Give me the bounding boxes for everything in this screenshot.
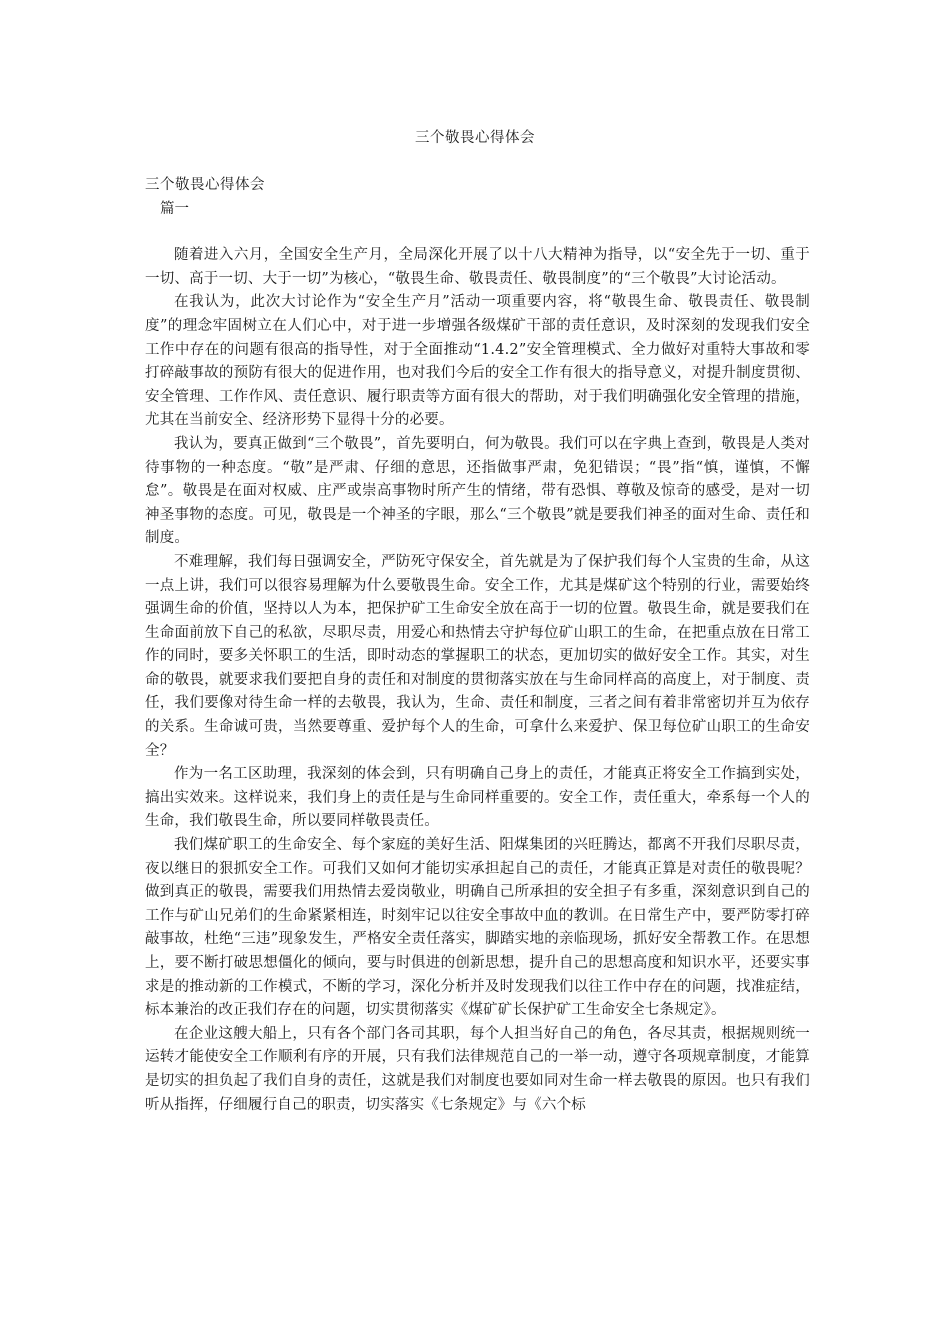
paragraph: 在我认为，此次大讨论作为“安全生产月”活动一项重要内容，将“敬畏生命、敬畏责任、敬畏制度”的理念牢固树立在人们心中，对于进一步增强各级煤矿干部的责任意识，及时深刻的发现我们安全工作中存在的问题有很高的指导性，对于全面推动“1.4.2”安全管理模式、全力做好对重特大事故和零打碎敲事故的预防有很大的促进作用，也对我们今后的安全工作有很大的指导意义，对提升制度贯彻、安全管理、工作作风、责任意识、履行职责等方面有很大的帮助，对于我们明确强化安全管理的措施，尤其在当前安全、经济形势下显得十分的必要。	[145, 294, 810, 429]
paragraph: 作为一名工区助理，我深刻的体会到，只有明确自己身上的责任，才能真正将安全工作搞到实处，搞出实效来。这样说来，我们身上的责任是与生命同样重要的。安全工作，责任重大，牵系每一个人的生命，我们敬畏生命，所以要同样敬畏责任。	[145, 766, 810, 830]
document-title: 三个敬畏心得体会	[415, 130, 535, 146]
paragraph: 我认为，要真正做到“三个敬畏”，首先要明白，何为敬畏。我们可以在字典上查到，敬畏是人类对待事物的一种态度。“敬”是严肃、仔细的意思，还指做事严肃，免犯错误；“畏”指“慎，谨慎，不懈怠”。敬畏是在面对权威、庄严或崇高事物时所产生的情绪，带有恐惧、尊敬及惊奇的感受，是对一切神圣事物的态度。可见，敬畏是一个神圣的字眼，那么“三个敬畏”就是要我们神圣的面对生命、责任和制度。	[145, 435, 810, 547]
paragraph: 我们煤矿职工的生命安全、每个家庭的美好生活、阳煤集团的兴旺腾达，都离不开我们尽职尽责，夜以继日的狠抓安全工作。可我们又如何才能切实承担起自己的责任，才能真正算是对责任的敬畏呢？做到真正的敬畏，需要我们用热情去爱岗敬业，明确自己所承担的安全担子有多重，深刻意识到自己的工作与矿山兄弟们的生命紧紧相连，时刻牢记以往安全事故中血的教训。在日常生产中，要严防零打碎敲事故，杜绝“三违”现象发生，严格安全责任落实，脚踏实地的亲临现场，抓好安全帮教工作。在思想上，要不断打破思想僵化的倾向，要与时俱进的创新思想，提升自己的思想高度和知识水平，还要实事求是的推动新的工作模式，不断的学习，深化分析并及时发现我们以往工作中存在的问题，找准症结，标本兼治的改正我们存在的问题，切实贯彻落实《煤矿矿长保护矿工生命安全七条规定》。	[145, 837, 810, 1019]
section-label: 篇一	[160, 200, 189, 217]
document-body	[145, 174, 810, 1117]
paragraph: 在企业这艘大船上，只有各个部门各司其职，每个人担当好自己的角色，各尽其责，根据规则统一运转才能使安全工作顺利有序的开展，只有我们法律规范自己的一举一动，遵守各项规章制度，才能算是切实的担负起了我们自身的责任，这就是我们对制度也要如同对生命一样去敬畏的原因。也只有我们听从指挥，仔细履行自己的职责，切实落实《七条规定》与《六个标	[145, 1025, 810, 1113]
paragraph: 随着进入六月，全国安全生产月，全局深化开展了以十八大精神为指导，以“安全先于一切、重于一切、高于一切、大于一切”为核心，“敬畏生命、敬畏责任、敬畏制度”的“三个敬畏”大讨论活动。	[145, 247, 810, 287]
article-heading: 三个敬畏心得体会	[145, 177, 265, 193]
paragraph: 不难理解，我们每日强调安全，严防死守保安全，首先就是为了保护我们每个人宝贵的生命，从这一点上讲，我们可以很容易理解为什么要敬畏生命。安全工作，尤其是煤矿这个特别的行业，需要始终强调生命的价值，坚持以人为本，把保护矿工生命安全放在高于一切的位置。敬畏生命，就是要我们在生命面前放下自己的私欲，尽职尽责，用爱心和热情去守护每位矿山职工的生命，在把重点放在日常工作的同时，要多关怀职工的生活，即时动态的掌握职工的状态，更加切实的做好安全工作。其实，对生命的敬畏，就要求我们要把自身的责任和对制度的贯彻落实放在与生命同样高的高度上，对于制度、责任，我们要像对待生命一样的去敬畏，我认为，生命、责任和制度，三者之间有着非常密切并互为依存的关系。生命诚可贵，当然要尊重、爱护每个人的生命，可拿什么来爱护、保卫每位矿山职工的生命安全？	[145, 553, 810, 759]
